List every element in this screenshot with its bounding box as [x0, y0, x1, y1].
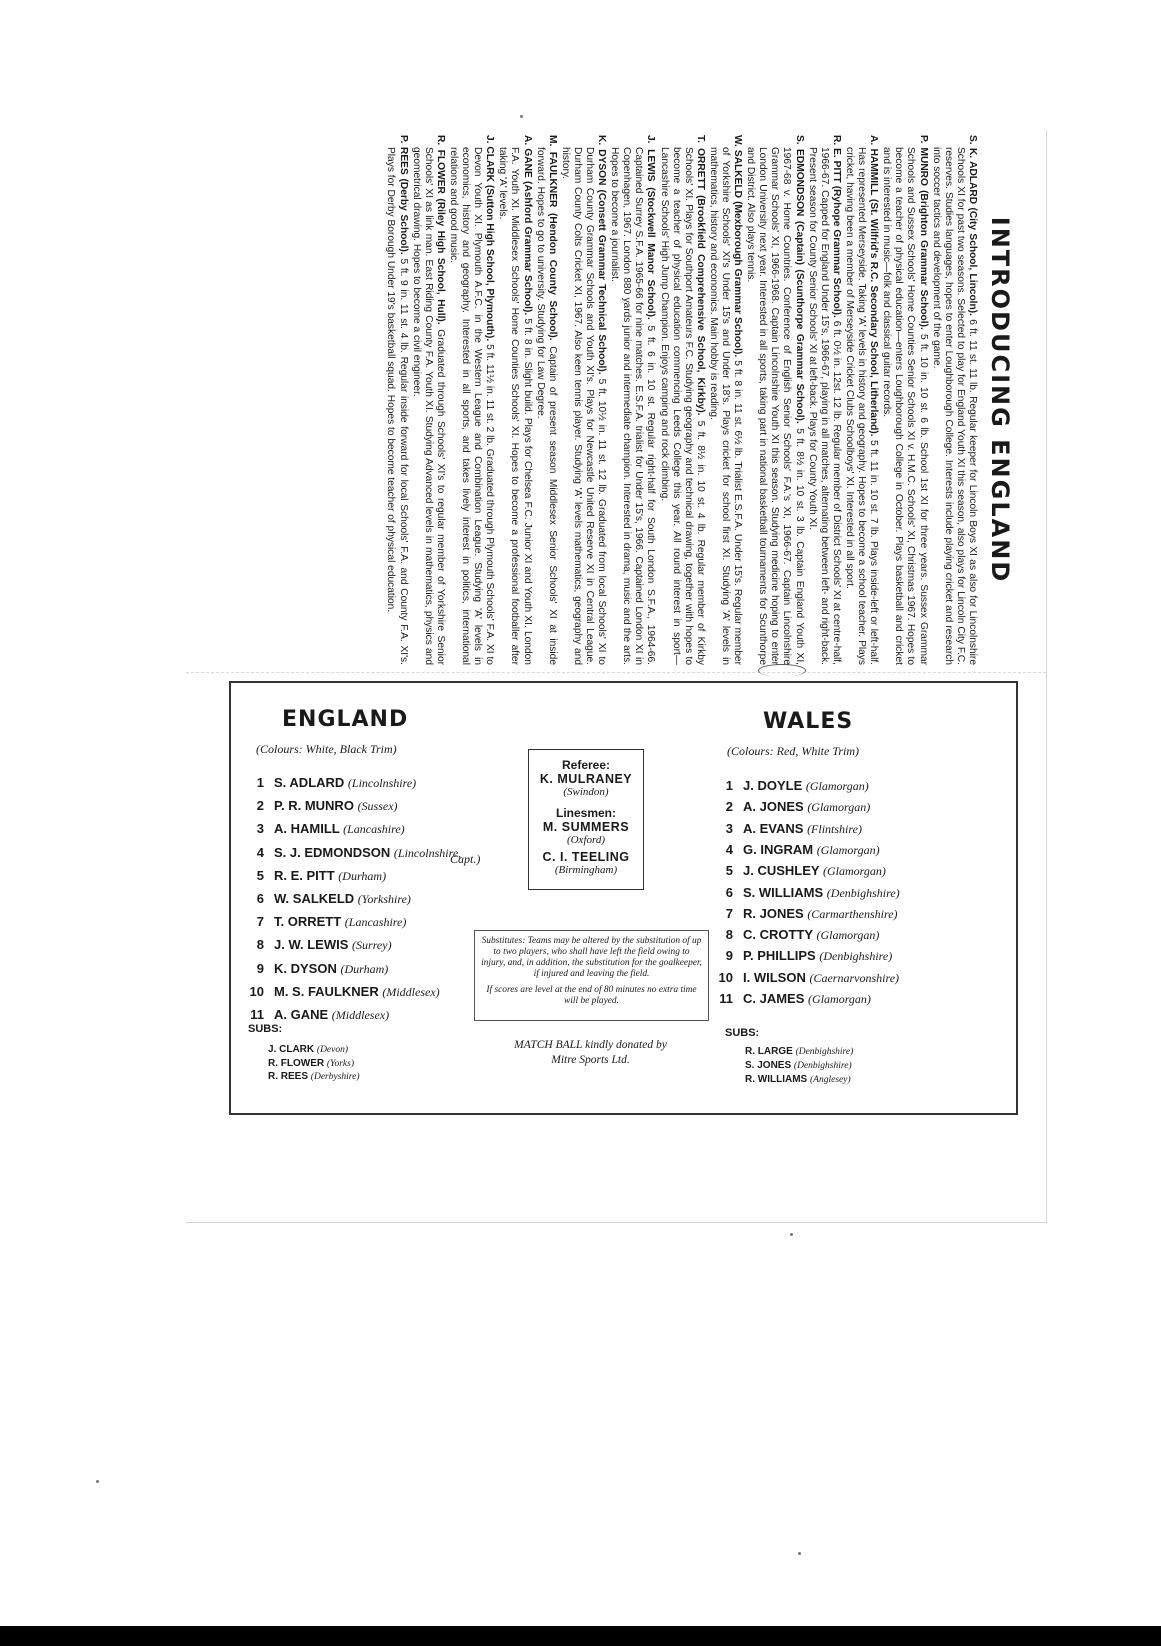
extra-time-note: If scores are level at the end of 80 minutes no extra time will be played. — [486, 985, 697, 1006]
sub-county: (Yorks) — [326, 1058, 354, 1069]
wales-sub-row — [745, 1060, 852, 1071]
wales-colours: (Colours: Red, White Trim) — [727, 744, 859, 758]
bio-school: (Derby School). — [397, 178, 409, 255]
bio-name: J. CLARK — [484, 135, 496, 183]
england-subs-label: SUBS: — [248, 1023, 283, 1035]
linesman-2-name: C. I. TEELING — [542, 850, 630, 864]
staple-mark — [758, 664, 806, 677]
player-county: (Lancashire) — [344, 915, 407, 930]
wales-subs-label: SUBS: — [725, 1027, 760, 1039]
bio-text: 5 ft. 11 in. 10 st. 7 lb. Plays inside-left or left-half. Has represented Merseyside. Taking 'A' levels in history and geography. Hopes to become a school teacher. Plays cricket, having been a member of Merseyside Cricket Clubs Schoolboys' XI. Interested in all sport. — [843, 147, 880, 665]
player-county: (Glamorgan) — [808, 992, 871, 1006]
bio-text: 5 ft. 9 in. 11 st. 4 lb. Regular inside forward for local Schools' F.A. and County F.A. XI's. Plays for Derby Borough Under 19's basketball squad. Hopes to become teacher of physical education. — [385, 147, 409, 665]
bio-entry — [806, 135, 842, 665]
player-county: (Glamorgan) — [816, 928, 880, 943]
wales-player-row — [711, 991, 871, 1007]
shirt-number: 3 — [256, 821, 264, 837]
wales-sub-row — [745, 1046, 853, 1057]
bio-entry — [880, 135, 928, 665]
paper-speck — [798, 1552, 801, 1555]
player-name: T. ORRETT — [274, 914, 342, 930]
bio-school: (St. Wilfrid's R.C. Secondary School, Litherland). — [868, 198, 880, 437]
captain-note: Capt.) — [450, 852, 481, 866]
player-name: S. WILLIAMS — [743, 884, 824, 900]
bio-entry — [384, 135, 408, 665]
referee-name: K. MULRANEY — [539, 772, 633, 786]
shirt-number: 2 — [256, 798, 264, 814]
player-county: (Lincolnshire) — [347, 776, 417, 790]
england-player-row — [242, 961, 388, 977]
bio-entry — [447, 135, 495, 665]
paper-speck — [520, 115, 523, 118]
scan-edge — [0, 1626, 1161, 1646]
player-county: (Denbighshire) — [819, 949, 893, 964]
sub-county: (Denbighshire) — [795, 1047, 854, 1057]
bio-name: P. REES — [397, 135, 409, 175]
substitutes-note: Substitutes: Teams may be altered by the substitution of up to two players, who shall have left the field owing to injury, and, in addition, the substitution for the goalkeeper, if injured and leaving the field. — [481, 936, 702, 979]
sub-county: (Anglesey) — [810, 1075, 851, 1085]
bio-entry — [496, 135, 532, 665]
linesman-1-from: (Oxford) — [566, 834, 606, 846]
bio-entry — [707, 135, 743, 665]
bio-school: (Ashford Grammar School). — [521, 180, 533, 316]
wales-player-row — [711, 842, 880, 858]
shirt-number: 3 — [725, 820, 733, 836]
bio-school: (Consett Grammar Technical School). — [596, 189, 608, 375]
shirt-number: 9 — [256, 960, 264, 976]
shirt-number: 9 — [725, 948, 733, 964]
wales-player-row — [711, 948, 892, 964]
bio-entry — [744, 135, 804, 665]
bio-school: (Mexborough Grammar School). — [732, 201, 744, 358]
player-name: J. DOYLE — [743, 778, 803, 793]
england-player-row — [242, 1007, 389, 1023]
player-county: (Lancashire) — [343, 822, 405, 837]
bio-text: 5 ft. 10½ in. 11 st. 12 lb. Graduated from local Schools' XI to Durham County Grammar Schools and Youth XI's. Plays for Newcastle United Reserve XI in Central League. Durham County Colts Cricket XI, 1967. Also keen tennis player. Studying 'A' levels mathematics, geography and history. — [559, 147, 608, 665]
player-county: (Sussex) — [357, 799, 398, 814]
bio-name: R. E. PITT — [830, 135, 842, 183]
player-county: (Middlesex) — [382, 984, 440, 999]
bio-text: 5 ft. 8 in. Slight build. Plays for Chelsea F.C. Junior XI and Youth XI. London F.A. Youth XI. Middlesex Schools' Home Counties Schools' XI. Hopes to become a professional footballer after taking 'A' levels. — [497, 147, 533, 665]
england-player-row — [242, 845, 461, 861]
player-name: A. HAMILL — [274, 821, 340, 837]
wales-player-row — [711, 821, 862, 837]
shirt-number: 7 — [725, 905, 733, 921]
bio-entry — [410, 135, 446, 665]
bio-school: (Captain) (Scunthorpe Grammar School). — [793, 220, 805, 424]
england-player-row — [242, 914, 406, 930]
shirt-number: 1 — [256, 775, 264, 790]
shirt-number: 4 — [725, 841, 733, 857]
wales-player-row — [711, 906, 898, 922]
player-name: A. JONES — [743, 799, 804, 815]
bio-name: A. GANE — [521, 135, 533, 178]
bio-name: W. SALKELD — [732, 135, 744, 199]
bio-school: (Stockwell Manor School). — [645, 187, 657, 320]
bio-entry — [559, 135, 607, 665]
wales-player-row — [711, 863, 886, 879]
bio-school: (Ryhope Grammar School). — [830, 185, 842, 318]
bio-entry — [534, 135, 558, 665]
introducing-england-panel — [220, 135, 1014, 666]
wales-title: WALES — [763, 709, 854, 734]
paper-speck — [96, 1480, 99, 1483]
sub-county: (Devon) — [316, 1045, 349, 1055]
shirt-number: 7 — [256, 914, 264, 930]
bio-text: Graduated through Schools' XI's to regular member of Yorkshire Senior Schools' XI as link man. East Riding County F.A. Youth XI. Studying Advanced levels in mathematics, physics and geometrical drawing. Hopes to become a civil engineer. — [410, 147, 446, 666]
rules-note-box — [474, 930, 709, 1021]
player-county: (Lincolnshire, — [393, 845, 462, 860]
bio-text: 6 ft. 11 st. 11 lb. Regular keeper for Lincoln Boys XI as also for Lincolnshire Schools XI for past two seasons. Selected to play for England Youth XI this season, also plays for Lincoln City F.C. reserves. Studies languages, hopes to enter Loughborough College. Interests include playing cricket and research into soccer tactics and development of the game. — [930, 147, 978, 665]
shirt-number: 8 — [256, 937, 264, 953]
bio-text: 5 ft. 6 in. 10 st. Regular right-half for South London S.F.A., 1964-66. Captained Surrey S.F.A. 1965-66 for nine matches. E.S.F.A. trialist for Under 15's, 1966. Captained London XI in Copenhagen, 1967. London 880 yards junior and intermediate champion. Interested in drama, music and the arts. Hopes to become a journalist. — [609, 147, 657, 665]
bio-name: S. K. ADLARD — [966, 135, 978, 205]
shirt-number: 2 — [725, 799, 733, 815]
player-name: R. E. PITT — [274, 867, 335, 883]
player-name: I. WILSON — [743, 969, 806, 985]
player-county: (Surrey) — [352, 938, 392, 953]
match-ball-line-1: MATCH BALL kindly donated by — [514, 1039, 667, 1051]
england-player-row — [242, 984, 440, 1000]
player-name: P. PHILLIPS — [743, 948, 816, 964]
england-player-row — [242, 937, 392, 953]
sub-name: R. WILLIAMS — [745, 1074, 808, 1085]
player-county: (Middlesex) — [331, 1008, 390, 1022]
shirt-number: 1 — [725, 778, 733, 793]
shirt-number: 11 — [250, 1007, 264, 1022]
bio-name: A. HAMMILL — [868, 135, 880, 196]
player-name: S. J. EDMONDSON — [274, 844, 391, 860]
wales-player-row — [711, 778, 869, 794]
linesman-1-name: M. SUMMERS — [542, 820, 630, 834]
england-player-row — [242, 868, 386, 884]
player-county: (Glamorgan) — [805, 779, 869, 793]
shirt-number: 10 — [718, 969, 733, 985]
shirt-number: 5 — [256, 867, 264, 883]
bio-school: (Brighton Grammar School). — [917, 190, 929, 330]
shirt-number: 6 — [725, 884, 733, 900]
sub-name: S. JONES — [745, 1060, 792, 1071]
england-player-row — [242, 891, 411, 907]
shirt-number: 5 — [725, 863, 733, 879]
player-name: J. W. LEWIS — [274, 937, 349, 953]
bio-school: (City School, Lincoln). — [966, 207, 978, 316]
player-name: G. INGRAM — [743, 841, 814, 857]
bio-text: 6 ft. 0½ in. 12st. 12 lb. Regular member of District Schools' XI at centre-half, 1966-67. Capped for England Under 15's, 1966-67, playing in all matches, alternating between left- and right-back. Present season for County Senior Schools' XI at left-back. Plays for County Youth XI. — [806, 147, 842, 665]
player-county: (Yorkshire) — [357, 892, 411, 906]
player-county: (Glamorgan) — [807, 800, 871, 815]
sub-name: R. REES — [268, 1071, 309, 1082]
player-name: S. ADLARD — [274, 775, 345, 790]
england-title: ENGLAND — [282, 707, 409, 732]
wales-player-row — [711, 799, 870, 815]
bio-name: S. EDMONDSON — [793, 135, 805, 217]
fold-line — [186, 672, 1046, 673]
player-name: J. CUSHLEY — [743, 863, 820, 879]
bio-name: K. DYSON — [596, 135, 608, 186]
england-player-row — [242, 798, 398, 814]
player-county: (Glamorgan) — [816, 842, 880, 857]
intro-title: INTRODUCING ENGLAND — [986, 216, 1014, 584]
bio-text: 5 ft. 8½ in. 10 st. 4 lb. Regular member of Kirkby Schools' XI. Plays for Southport Amateurs F.C. Studying geography and technical drawing, together with hopes to become a teacher of physical education commencing Leeds College this year. All round interest in sport—Lancashire Schools' High Jump Champion. Enjoys camping and rock climbing. — [658, 147, 706, 665]
bio-name: P. MUNRO — [917, 135, 929, 186]
player-county: (Carmarthenshire) — [807, 906, 898, 921]
shirt-number: 4 — [256, 844, 264, 860]
bio-text: 5 ft. 10 in. 10 st. 6 lb. School 1st XI for three years. Sussex Grammar Schools and Sussex Schools' Home Counties Senior Schools XI v. H.M.C. Schools' XI, Christmas 1967. Hopes to become a teacher of physical education—enters Loughborough College in October. Plays basketball and cricket and is interested in music—folk and classical guitar records. — [881, 147, 929, 666]
bio-entry — [843, 135, 879, 665]
bio-entry — [930, 135, 978, 665]
england-sub-row — [268, 1044, 348, 1055]
player-county: (Denbighshire) — [826, 885, 900, 900]
england-player-row — [242, 821, 405, 837]
player-name: M. S. FAULKNER — [274, 983, 379, 999]
shirt-number: 11 — [719, 991, 733, 1006]
player-county: (Flintshire) — [807, 821, 862, 836]
sub-name: R. LARGE — [745, 1046, 793, 1057]
player-name: R. JONES — [743, 905, 804, 921]
match-officials-box — [528, 749, 644, 890]
bio-text: 5 ft. 11½ in. 11 st. 2 lb. Graduated through Plymouth Schools' F.A. XI to Devon Youth XI. Plymouth A.F.C. in the Western League and Combination League. Studying 'A' levels in economics, history and geography. Interested in all sports, and takes lively interest in politics, international relations and good music. — [447, 147, 496, 665]
england-sub-row — [268, 1071, 360, 1082]
referee-from: (Swindon) — [563, 786, 609, 798]
player-county: (Caernarvonshire) — [809, 970, 900, 985]
player-county: (Glamorgan) — [822, 864, 886, 879]
england-colours: (Colours: White, Black Trim) — [256, 742, 397, 756]
sub-county: (Denbighshire) — [793, 1061, 852, 1071]
linesmen-label: Linesmen: — [555, 806, 616, 820]
player-name: A. EVANS — [743, 820, 804, 836]
shirt-number: 8 — [725, 927, 733, 943]
player-name: C. CROTTY — [743, 927, 813, 943]
wales-player-row — [711, 970, 899, 986]
sub-name: R. FLOWER — [268, 1057, 325, 1069]
bio-school: (Brookfield Comprehensive School, Kirkby). — [694, 195, 706, 416]
shirt-number: 6 — [256, 891, 264, 906]
match-ball-note — [478, 1038, 703, 1068]
paper-speck — [790, 1233, 793, 1236]
player-name: P. R. MUNRO — [274, 798, 354, 814]
bio-text: 5 ft. 8½ in. 10 st. 3 lb. Captain England Youth XI, 1967-68 v. Home Countries. Conference of English Senior Schools' F.A.'s XI, 1966-67. Captain Lincolnshire Grammar Schools' XI, 1966-1968. Captain Lincolnshire Youth XI this season. Studying medicine hoping to enter London University next year. Interested in all sports, taking part in national basketball tournaments for Scunthorpe and District. Also plays tennis. — [745, 147, 805, 666]
shirt-number: 10 — [249, 983, 264, 999]
bio-entry — [657, 135, 705, 665]
england-player-row — [242, 775, 416, 791]
match-ball-line-2: Mitre Sports Ltd. — [551, 1054, 630, 1066]
player-name: C. JAMES — [743, 991, 805, 1006]
referee-label: Referee: — [561, 758, 611, 772]
bio-school: (Riley High School, Hull). — [434, 198, 446, 325]
bio-school: (Hendon County School). — [546, 212, 558, 341]
linesman-2-from: (Birmingham) — [554, 864, 618, 876]
sub-name: J. CLARK — [268, 1044, 315, 1055]
bio-name: J. LEWIS — [645, 135, 657, 182]
wales-sub-row — [745, 1074, 851, 1085]
bio-text: Captain of present season Middlesex Senior Schools' XI at inside forward. Hopes to go to university. Studying for Law Degree. — [534, 147, 558, 665]
player-name: W. SALKELD — [274, 891, 355, 906]
bio-name: R. FLOWER — [434, 135, 446, 194]
player-name: K. DYSON — [274, 960, 337, 976]
bio-entry — [608, 135, 656, 665]
bio-name: M. FAULKNER — [546, 135, 558, 208]
wales-player-row — [711, 927, 879, 943]
bio-school: (Sutton High School, Plymouth). — [484, 184, 496, 342]
bio-text: 5 ft. 8 in. 11 st. 6½ lb. Trialist E.S.F.A. Under 15's. Regular member of Yorkshire Schools' XI's Under 15's and Under 18's. Plays cricket for school first XI. Studying 'A' levels in mathematics, history and economics. Main hobby is reading. — [707, 147, 744, 665]
player-county: (Durham) — [340, 961, 389, 976]
wales-player-row — [711, 885, 900, 901]
player-county: (Durham) — [338, 868, 387, 883]
player-name: A. GANE — [274, 1007, 329, 1022]
sub-county: (Derbyshire) — [310, 1072, 360, 1082]
bio-name: T. ORRETT — [694, 135, 706, 190]
bio-list — [384, 135, 978, 665]
england-sub-row — [268, 1058, 354, 1069]
